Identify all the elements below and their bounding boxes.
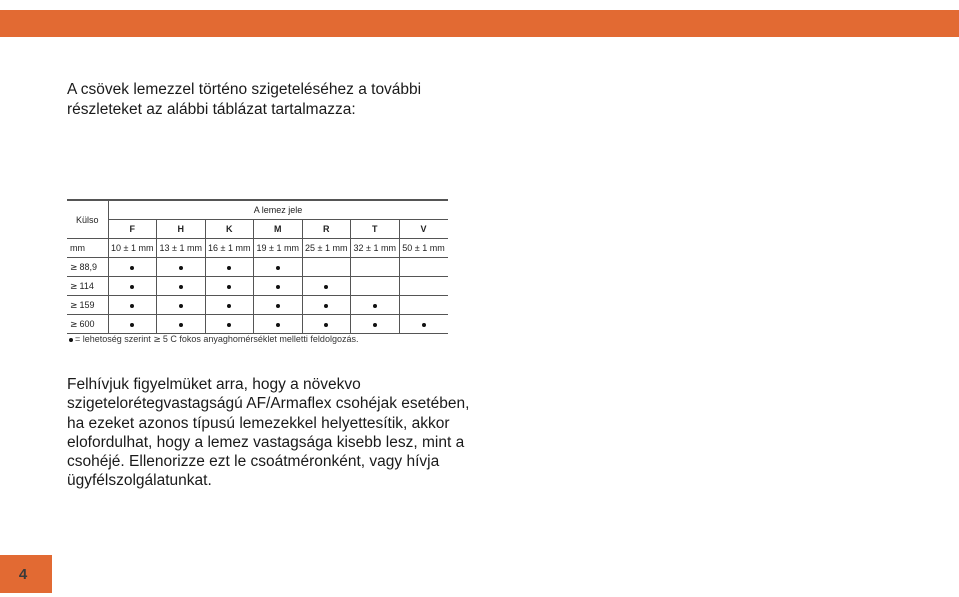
availability-cell-yes bbox=[254, 296, 303, 315]
table-row bbox=[67, 277, 448, 296]
availability-cell-empty bbox=[302, 258, 351, 277]
notice-paragraph: Felhívjuk figyelmüket arra, hogy a növekvo szigetelorétegvastagságú AF/Armaflex csohéjak esetében, ha ezeket azonos típusú lemezekkel helyettesítik, akkor elofordulhat, hogy a lemez vastagsága kisebb lesz, mint a csohéjé. Ellenorizze ezt le csoátméronként, vagy hívja ügyfélszolgálatunkat. bbox=[67, 376, 470, 490]
bullet-icon bbox=[130, 285, 134, 289]
bullet-icon bbox=[227, 323, 231, 327]
greater-equal-icon: ≥ bbox=[70, 262, 78, 273]
availability-cell-yes bbox=[351, 296, 400, 315]
legend-text-pre: = lehetoség szerint bbox=[75, 334, 151, 344]
thickness-cell: 13 ± 1 mm bbox=[157, 239, 206, 258]
availability-cell-empty bbox=[399, 296, 448, 315]
table-body bbox=[67, 258, 448, 334]
availability-cell-yes bbox=[108, 277, 157, 296]
availability-cell-yes bbox=[302, 277, 351, 296]
thickness-cell: 10 ± 1 mm bbox=[108, 239, 157, 258]
availability-cell-yes bbox=[351, 315, 400, 334]
greater-equal-icon: ≥ bbox=[70, 300, 78, 311]
diameter-cell bbox=[67, 296, 108, 315]
diameter-cell bbox=[67, 277, 108, 296]
greater-equal-icon: ≥ bbox=[70, 281, 78, 292]
table-row bbox=[67, 258, 448, 277]
bullet-icon bbox=[276, 266, 280, 270]
table-row bbox=[67, 315, 448, 334]
bullet-icon bbox=[227, 285, 231, 289]
availability-cell-empty bbox=[351, 277, 400, 296]
availability-cell-yes bbox=[205, 296, 254, 315]
thickness-cell: 32 ± 1 mm bbox=[351, 239, 400, 258]
header-accent-bar bbox=[0, 10, 959, 37]
bullet-icon bbox=[130, 266, 134, 270]
thickness-cell: 50 ± 1 mm bbox=[399, 239, 448, 258]
bullet-icon bbox=[227, 266, 231, 270]
code-cell: R bbox=[302, 220, 351, 239]
code-cell: K bbox=[205, 220, 254, 239]
availability-cell-yes bbox=[205, 315, 254, 334]
unit-label: mm bbox=[67, 239, 108, 258]
diameter-value: 600 bbox=[79, 318, 95, 329]
bullet-icon bbox=[179, 266, 183, 270]
bullet-icon bbox=[179, 323, 183, 327]
bullet-icon bbox=[324, 323, 328, 327]
bullet-icon bbox=[276, 285, 280, 289]
code-cell: M bbox=[254, 220, 303, 239]
bullet-icon bbox=[179, 304, 183, 308]
availability-cell-yes bbox=[254, 277, 303, 296]
diameter-cell bbox=[67, 315, 108, 334]
bullet-icon bbox=[422, 323, 426, 327]
availability-cell-yes bbox=[157, 315, 206, 334]
page-number: 4 bbox=[0, 555, 52, 593]
bullet-icon bbox=[276, 304, 280, 308]
availability-cell-yes bbox=[157, 296, 206, 315]
thickness-cell: 25 ± 1 mm bbox=[302, 239, 351, 258]
code-cell: H bbox=[157, 220, 206, 239]
availability-cell-yes bbox=[205, 277, 254, 296]
corner-label: Külso bbox=[67, 200, 108, 239]
diameter-value: 88,9 bbox=[79, 261, 98, 272]
pipe-insulation-table-container bbox=[67, 199, 448, 334]
thickness-cell: 19 ± 1 mm bbox=[254, 239, 303, 258]
availability-cell-yes bbox=[254, 315, 303, 334]
code-cell: V bbox=[399, 220, 448, 239]
bullet-icon bbox=[130, 304, 134, 308]
bullet-icon bbox=[69, 338, 73, 342]
greater-equal-icon: ≥ bbox=[153, 335, 161, 345]
availability-cell-yes bbox=[254, 258, 303, 277]
availability-cell-yes bbox=[108, 258, 157, 277]
availability-cell-yes bbox=[157, 258, 206, 277]
availability-cell-yes bbox=[157, 277, 206, 296]
availability-cell-yes bbox=[302, 315, 351, 334]
code-cell: F bbox=[108, 220, 157, 239]
availability-cell-yes bbox=[205, 258, 254, 277]
greater-equal-icon: ≥ bbox=[70, 319, 78, 330]
availability-cell-yes bbox=[108, 315, 157, 334]
bullet-icon bbox=[276, 323, 280, 327]
bullet-icon bbox=[179, 285, 183, 289]
table-legend bbox=[69, 334, 358, 345]
availability-cell-yes bbox=[108, 296, 157, 315]
bullet-icon bbox=[324, 285, 328, 289]
bullet-icon bbox=[373, 323, 377, 327]
pipe-insulation-table bbox=[67, 199, 448, 334]
availability-cell-empty bbox=[399, 258, 448, 277]
availability-cell-empty bbox=[351, 258, 400, 277]
group-header: A lemez jele bbox=[108, 200, 448, 220]
thickness-cell: 16 ± 1 mm bbox=[205, 239, 254, 258]
bullet-icon bbox=[130, 323, 134, 327]
availability-cell-yes bbox=[399, 315, 448, 334]
bullet-icon bbox=[373, 304, 377, 308]
intro-paragraph: A csövek lemezzel történo szigeteléséhez a további részleteket az alábbi táblázat tartalmazza: bbox=[67, 81, 422, 118]
legend-text-post: 5 C fokos anyaghomérséklet melletti feldolgozás. bbox=[162, 334, 359, 344]
diameter-cell bbox=[67, 258, 108, 277]
bullet-icon bbox=[227, 304, 231, 308]
code-cell: T bbox=[351, 220, 400, 239]
diameter-value: 114 bbox=[79, 280, 94, 291]
availability-cell-empty bbox=[399, 277, 448, 296]
table-row bbox=[67, 296, 448, 315]
availability-cell-yes bbox=[302, 296, 351, 315]
bullet-icon bbox=[324, 304, 328, 308]
diameter-value: 159 bbox=[79, 299, 95, 310]
